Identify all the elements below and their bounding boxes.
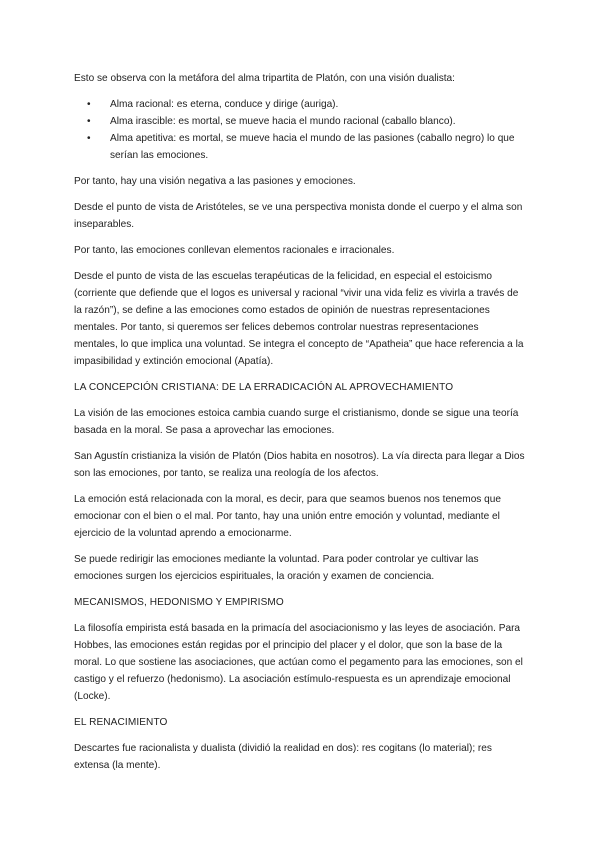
paragraph: Por tanto, las emociones conllevan elementos racionales e irracionales. xyxy=(74,245,395,256)
paragraph: Desde el punto de vista de Aristóteles, se ve una perspectiva monista donde el cuerpo y el alma son inseparables. xyxy=(74,202,523,230)
list-item xyxy=(74,113,525,130)
list-item xyxy=(74,96,525,113)
paragraph: Por tanto, hay una visión negativa a las pasiones y emociones. xyxy=(74,176,356,187)
intro-paragraph: Esto se observa con la metáfora del alma tripartita de Platón, con una visión dualista: xyxy=(74,73,455,84)
bullet-icon: • xyxy=(87,133,91,144)
section-heading: EL RENACIMIENTO xyxy=(74,717,168,728)
section-heading: LA CONCEPCIÓN CRISTIANA: DE LA ERRADICACIÓN AL APROVECHAMIENTO xyxy=(74,382,454,393)
bullet-icon: • xyxy=(87,116,91,127)
list-item-text: Alma racional: es eterna, conduce y dirige (auriga). xyxy=(110,99,339,110)
list-item-text: Alma apetitiva: es mortal, se mueve hacia el mundo de las pasiones (caballo negro) lo que serían las emociones. xyxy=(110,133,515,161)
bullet-icon: • xyxy=(87,99,91,110)
paragraph: Desde el punto de vista de las escuelas terapéuticas de la felicidad, en especial el estoicismo (corriente que defiende que el logos es universal y racional “vivir una vida feliz es vivirla a través de la razón”), se define a las emociones como estados de opinión de nuestras representaciones mentales. Por tanto, si queremos ser felices debemos controlar nuestras representaciones mentales, lo que implica una voluntad. Se integra el concepto de “Apatheia” que hace referencia a la impasibilidad y extinción emocional (Apatía). xyxy=(74,271,524,367)
paragraph: Se puede redirigir las emociones mediante la voluntad. Para poder controlar ye cultivar las emociones surgen los ejercicios espirituales, la oración y examen de conciencia. xyxy=(74,554,479,582)
list-item-text: Alma irascible: es mortal, se mueve hacia el mundo racional (caballo blanco). xyxy=(110,116,456,127)
list-item xyxy=(74,130,525,164)
paragraph: La filosofía empirista está basada en la primacía del asociacionismo y las leyes de asociación. Para Hobbes, las emociones están regidas por el principio del placer y el dolor, que son la base de la moral. Lo que sostiene las asociaciones, que actúan como el pegamento para las emociones, son el castigo y el refuerzo (hedonismo). La asociación estímulo-respuesta es un aprendizaje emocional (Locke). xyxy=(74,623,523,702)
soul-parts-list xyxy=(74,96,525,164)
paragraph: La emoción está relacionada con la moral, es decir, para que seamos buenos nos tenemos que emocionar con el bien o el mal. Por tanto, hay una unión entre emoción y voluntad, mediante el ejercicio de la voluntad aprendo a emocionarme. xyxy=(74,494,502,539)
paragraph: La visión de las emociones estoica cambia cuando surge el cristianismo, donde se sigue una teoría basada en la moral. Se pasa a aprovechar las emociones. xyxy=(74,408,519,436)
paragraph: San Agustín cristianiza la visión de Platón (Dios habita en nosotros). La vía directa para llegar a Dios son las emociones, por tanto, se realiza una reología de los afectos. xyxy=(74,451,525,479)
section-heading: MECANISMOS, HEDONISMO Y EMPIRISMO xyxy=(74,597,284,608)
paragraph: Descartes fue racionalista y dualista (dividió la realidad en dos): res cogitans (lo material); res extensa (la mente). xyxy=(74,743,492,771)
